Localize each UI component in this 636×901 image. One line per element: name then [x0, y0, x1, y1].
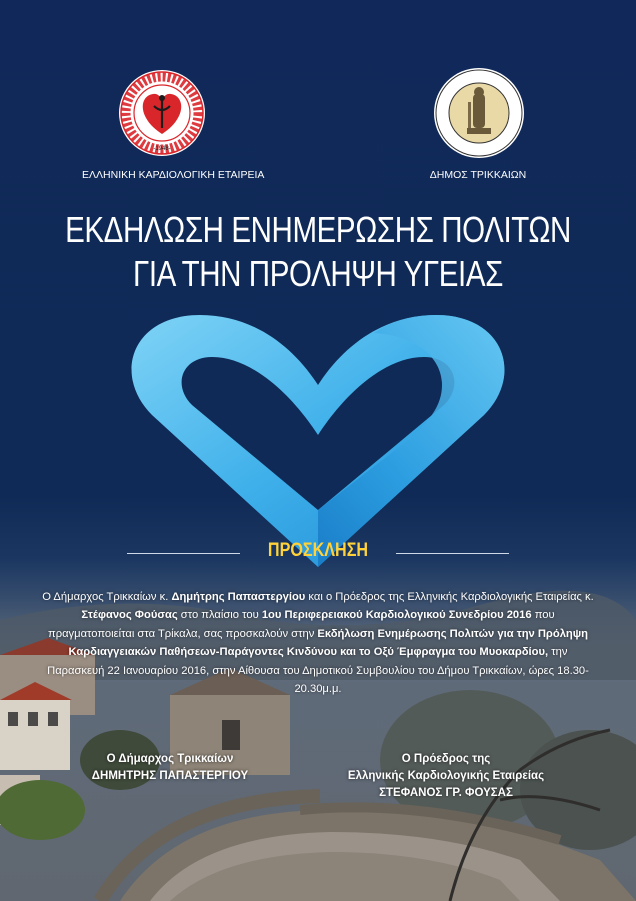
municipality-caption: ΔΗΜΟΣ ΤΡΙΚΚΑΙΩΝ — [429, 169, 527, 181]
invitation-bold-segment: Δημήτρης Παπαστεργίου — [171, 591, 306, 603]
signature-president — [330, 751, 562, 802]
invitation-bold-segment: Εκδήλωση Ενημέρωσης Πολιτών για την Πρόληψη Καρδιαγγειακών Παθήσεων-Παράγοντες Κινδύνου και το Οξύ Έμφραγμα του Μυοκαρδίου, — [68, 627, 589, 659]
invitation-label: ΠΡΟΣΚΛΗΣΗ — [267, 540, 369, 561]
president-title: Ο Πρόεδρος της — [401, 753, 491, 765]
mayor-title: Ο Δήμαρχος Τρικκαίων — [106, 753, 234, 765]
invitation-bold-segment: 1ου Περιφερειακού Καρδιολογικού Συνεδρίου 2016 — [261, 609, 532, 622]
invitation-text-segment: και ο Πρόεδρος της Ελληνικής Καρδιολογικής Εταιρείας κ. — [305, 591, 594, 603]
title-line-2: ΓΙΑ ΤΗΝ ΠΡΟΛΗΨΗ ΥΓΕΙΑΣ — [133, 253, 503, 294]
invitation-text-segment: στο πλαίσιο του — [177, 609, 262, 622]
invitation-text-segment: Ο Δήμαρχος Τρικκαίων κ. — [42, 591, 172, 603]
hellenic-cardiology-logo — [117, 68, 207, 158]
hellenic-cardiology-caption: ΕΛΛΗΝΙΚΗ ΚΑΡΔΙΟΛΟΓΙΚΗ ΕΤΑΙΡΕΙΑ — [82, 169, 265, 181]
logo-year: -1948- — [153, 146, 171, 152]
signature-mayor — [70, 751, 270, 785]
heart-icon — [112, 305, 524, 575]
municipality-trikala-logo — [432, 66, 526, 160]
president-name: ΣΤΕΦΑΝΟΣ ΓΡ. ΦΟΥΣΑΣ — [379, 787, 513, 799]
title-line-1: ΕΚΔΗΛΩΣΗ ΕΝΗΜΕΡΩΣΗΣ ΠΟΛΙΤΩΝ — [65, 209, 571, 250]
invitation-text-segment: την Παρασκευή 22 Ιανουαρίου 2016, στην Αίθουσα του Δημοτικού Συμβουλίου του Δήμου Τρικκαίων, ώρες 18.30-20.30μ.μ. — [47, 646, 589, 696]
invitation-bold-segment: Στέφανος Φούσας — [81, 609, 178, 622]
mayor-name: ΔΗΜΗΤΡΗΣ ΠΑΠΑΣΤΕΡΓΙΟΥ — [91, 770, 249, 782]
event-title — [57, 208, 579, 296]
invitation-text — [40, 588, 596, 698]
invitation-text-segment: που πραγματοποιείται στα Τρίκαλα, σας προσκαλούν στην — [47, 609, 555, 640]
president-society: Ελληνικής Καρδιολογικής Εταιρείας — [347, 770, 545, 782]
invitation-header — [0, 540, 636, 564]
